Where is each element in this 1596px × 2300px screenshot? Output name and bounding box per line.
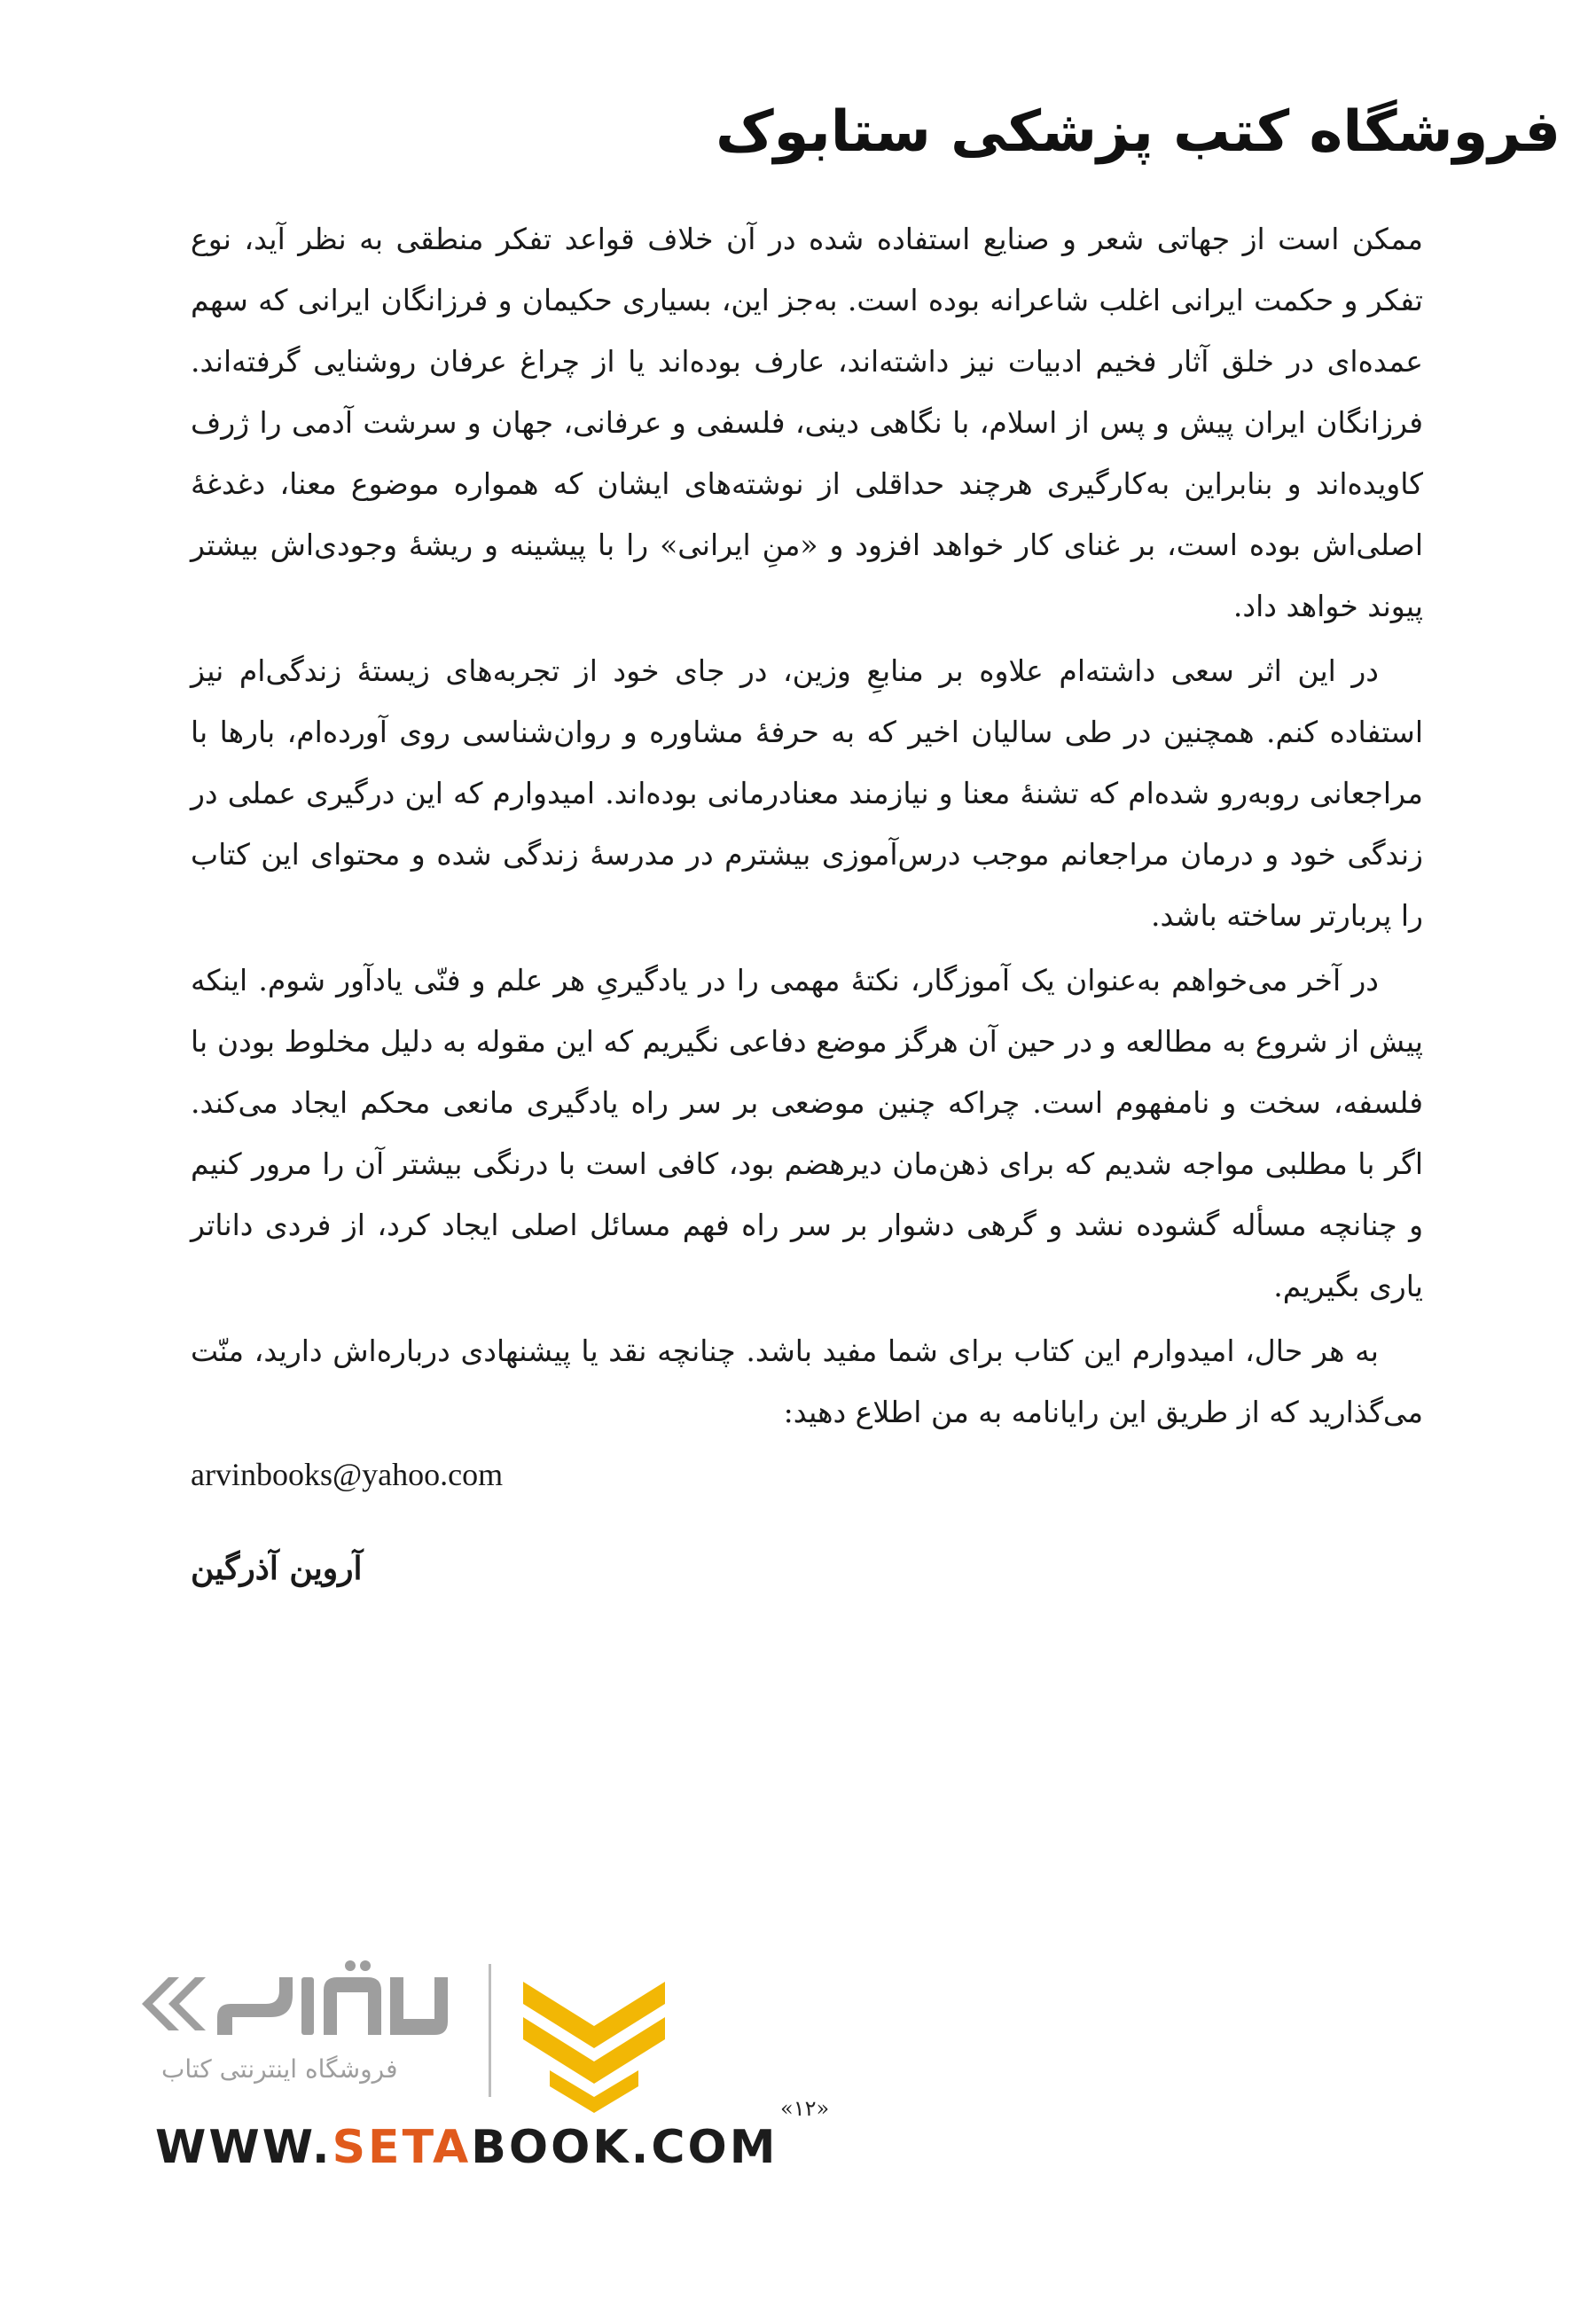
author-signature [191, 1538, 1423, 1600]
url-prefix: WWW. [155, 2121, 332, 2174]
author-email: arvinbooks@yahoo.com [191, 1457, 504, 1492]
paragraph-3: در آخر می‌خواهم به‌عنوان یک آموزگار، نکتهٔ مهمی را در یادگیریِ هر علم و فنّی یادآور شوم. اینکه پیش از شروع به مطالعه و در حین آن هرگز موضع دفاعی نگیریم که این مقوله به دلیل مخلوط بودن با فلسفه، سخت و نامفهوم است. چراکه چنین موضعی بر سر راه یادگیری مانعی محکم ایجاد می‌کند. اگر با مطلبی مواجه شدیم که برای ذهن‌مان دیرهضم بود، کافی است با درنگی بیشتر آن را مرور کنیم و چنانچه مسأله گشوده نشد و گرهی دشوار بر سر راه فهم مسائل اصلی ایجاد کرد، از فردی داناتر یاری بگیریم. [191, 963, 1423, 1303]
paragraph-4: به هر حال، امیدوارم این کتاب برای شما مفید باشد. چنانچه نقد یا پیشنهادی درباره‌اش دارید، منّت می‌گذارید که از طریق این رایانامه به من اطلاع دهید: [191, 1334, 1423, 1429]
page-header-title: فروشگاه کتب پزشکی ستابوک [716, 99, 1561, 165]
url-suffix: BOOK.COM [471, 2121, 778, 2174]
logo-subtitle: فروشگاه اینترنتی کتاب [161, 2054, 398, 2084]
author-name: آروین آذرگین [191, 1550, 363, 1587]
paragraph-1: ممکن است از جهاتی شعر و صنایع استفاده شده در آن خلاف قواعد تفکر منطقی به نظر آید، نوع تفکر و حکمت ایرانی اغلب شاعرانه بوده است. به‌جز این، بسیاری حکیمان و فرزانگان ایرانی که سهم عمده‌ای در خلق آثار فخیم ادبیات نیز داشته‌اند، عارف بوده‌اند یا از چراغ عرفان روشنایی گرفته‌اند. فرزانگان ایران پیش و پس از اسلام، با نگاهی دینی، فلسفی و عرفانی، جهان و سرشت آدمی را ژرف کاویده‌اند و بنابراین به‌کارگیری هرچند حداقلی از نوشته‌های ایشان که همواره موضوع معنا، دغدغهٔ اصلی‌اش بوده است، بر غنای کار خواهد افزود و «منِ ایرانی» را با پیشینه و ریشهٔ وجودی‌اش بیشتر پیوند خواهد داد. [191, 222, 1423, 623]
url-highlight: SETA [332, 2121, 472, 2174]
paragraph-2: در این اثر سعی داشته‌ام علاوه بر منابعِ وزین، در جای خود از تجربه‌های زیستهٔ زندگی‌ام نیز استفاده کنم. همچنین در طی سالیان اخیر که به حرفهٔ مشاوره و روان‌شناسی روی آورده‌ام، بارها با مراجعانی روبه‌رو شده‌ام که تشنهٔ معنا و نیازمند معنادرمانی بوده‌اند. امیدوارم که این درگیری عملی در زندگی خود و درمان مراجعانم موجب درس‌آموزی بیشترم در مدرسهٔ زندگی شده و محتوای این کتاب را پربارتر ساخته باشد. [191, 653, 1423, 933]
logo-book-icon [514, 1964, 674, 2115]
setabook-logo [133, 1955, 683, 2119]
page-number: «۱۲» [780, 2096, 830, 2121]
website-url[interactable] [155, 2121, 778, 2174]
logo-divider-icon [488, 1964, 493, 2097]
logo-wordmark-icon [133, 1955, 470, 2053]
body-content [191, 208, 1423, 1600]
